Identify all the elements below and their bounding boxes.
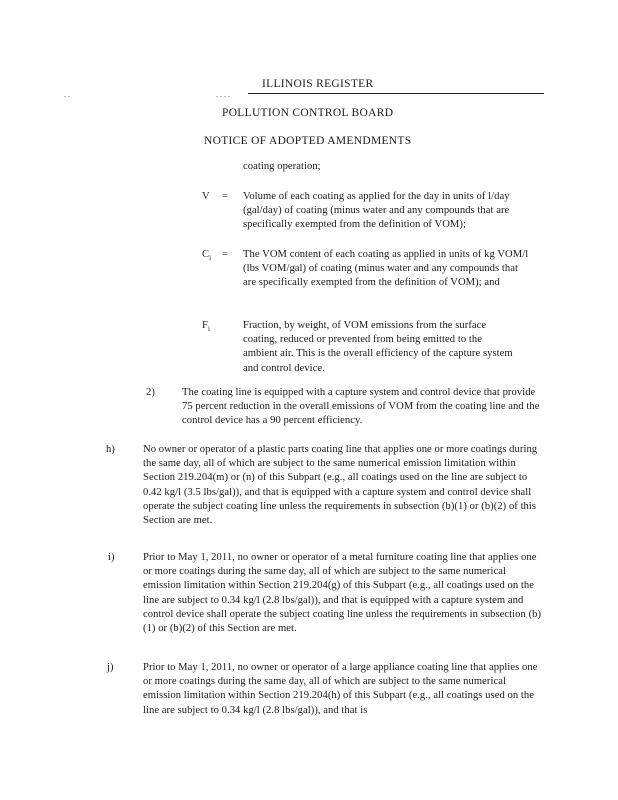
item-i-label: i): [108, 552, 115, 563]
var-v-definition: Volume of each coating as applied for the day in units of l/day (gal/day) of coating (minus water and any compounds that are specifically exempted from the definition of VOM);: [243, 191, 510, 231]
item-2-text: The coating line is equipped with a capture system and control device that provide 75 percent reduction in the overall emissions of VOM from the coating line and the control device has a 90 percent efficiency.: [182, 387, 540, 427]
var-f-symbol-letter: F: [202, 320, 208, 331]
var-c-symbol: [202, 248, 211, 265]
item-2-label: 2): [146, 387, 155, 398]
item-j-text: Prior to May 1, 2011, no owner or operator of a large appliance coating line that applies one or more coatings during the same day, all of which are subject to the same numerical emission limitation within Section 219.204(h) of this Subpart (e.g., all coatings used on the line are subject to 0.34 kg/l (2.8 lbs/gal)), and that is: [143, 662, 538, 716]
var-f-definition: Fraction, by weight, of VOM emissions from the surface coating, reduced or prevented from being emitted to the ambient air. This is the overall efficiency of the capture system and control device.: [243, 320, 513, 374]
board-title: POLLUTION CONTROL BOARD: [222, 107, 394, 119]
margin-dots: . .: [64, 90, 70, 99]
var-v-symbol: V: [202, 191, 210, 202]
var-f-symbol: [202, 319, 210, 336]
var-f-subscript: i: [207, 325, 210, 334]
item-h-label: h): [106, 444, 115, 455]
register-title: ILLINOIS REGISTER: [262, 78, 374, 90]
item-j-label: j): [107, 662, 114, 673]
var-v-equals: =: [222, 191, 229, 202]
var-c-symbol-letter: C: [202, 249, 210, 260]
header-dots: . . . .: [216, 90, 230, 99]
var-c-subscript: i: [209, 254, 212, 263]
notice-title: NOTICE OF ADOPTED AMENDMENTS: [204, 135, 412, 147]
item-h-text: No owner or operator of a plastic parts coating line that applies one or more coatings during the same day, all of which are subject to the same numerical emission limitation within Section 219.204(m) or (n) of this Subpart (e.g., all coatings used on the line are subject to 0.42 kg/l (3.5 lbs/gal)), and that is equipped with a capture system and control device shall operate the subject coating line unless the requirements in subsection (b)(1) or (b)(2) of this Section are met.: [143, 444, 538, 527]
item-i-text: Prior to May 1, 2011, no owner or operator of a metal furniture coating line that applies one or more coatings during the same day, all of which are subject to the same numerical emission limitation within Section 219.204(g) of this Subpart (e.g., all coatings used on the line are subject to 0.34 kg/l (2.8 lbs/gal)), and that is equipped with a capture system and control device shall operate the subject coating line unless the requirements in subsection (b)(1) or (b)(2) of this Section are met.: [143, 552, 542, 635]
header-rule: [248, 93, 544, 94]
var-c-equals: =: [222, 249, 229, 260]
continued-text: coating operation;: [243, 161, 321, 172]
var-c-definition: The VOM content of each coating as applied in units of kg VOM/l (lbs VOM/gal) of coating (minus water and any compounds that are specifically exempted from the definition of VOM); and: [243, 249, 529, 289]
